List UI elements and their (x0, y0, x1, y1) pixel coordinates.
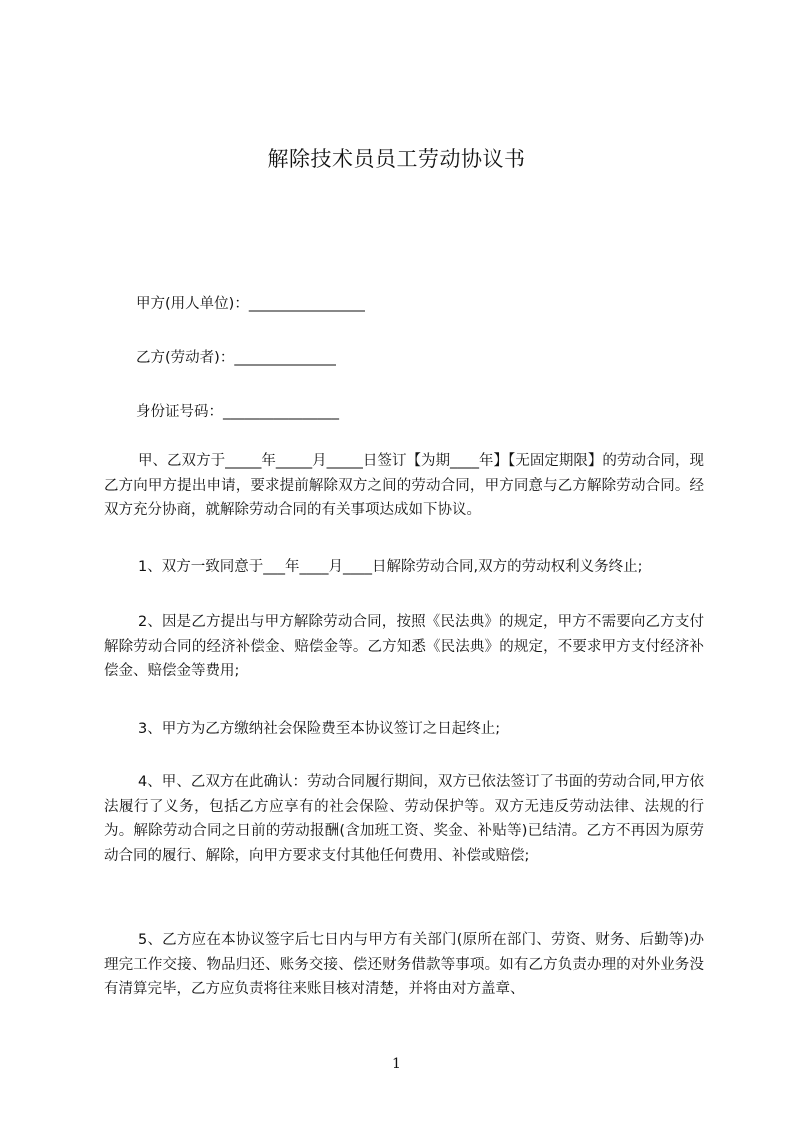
page-number: 1 (392, 1056, 401, 1072)
clause-2-text: 2、因是乙方提出与甲方解除劳动合同，按照《民法典》的规定，甲方不需要向乙方支付解除劳动合同的经济补偿金、赔偿金等。乙方知悉《民法典》的规定，不要求甲方支付经济补偿金、赔偿金等费用; (104, 614, 704, 679)
party-a-field: 甲方(用人单位)：________________ (136, 296, 365, 312)
document-title: 解除技术员员工劳动协议书 (267, 147, 526, 171)
clause-4-text: 4、甲、乙双方在此确认：劳动合同履行期间，双方已依法签订了书面的劳动合同,甲方依法履行了义务，包括乙方应享有的社会保险、劳动保护等。双方无违反劳动法律、法规的行为。解除劳动合同之日前的劳动报酬(含加班工资、奖金、补贴等)已结清。乙方不再因为原劳动合同的履行、解除，向甲方要求支付其他任何费用、补偿或赔偿; (104, 774, 704, 864)
clause-2 (104, 610, 704, 684)
clause-4 (104, 770, 704, 868)
preamble-paragraph (104, 449, 704, 523)
clause-5 (104, 928, 704, 1002)
party-b-field: 乙方(劳动者)：______________ (136, 350, 336, 366)
clause-5-text: 5、乙方应在本协议签字后七日内与甲方有关部门(原所在部门、劳资、财务、后勤等)办理完工作交接、物品归还、账务交接、偿还财务借款等事项。如有乙方负责办理的对外业务没有清算完毕，乙方应负责将往来账目核对清楚，并将由对方盖章、 (104, 932, 704, 997)
clause-1 (104, 555, 704, 580)
id-number-field: 身份证号码：________________ (136, 404, 339, 420)
clause-1-text: 1、双方一致同意于___年____月____日解除劳动合同,双方的劳动权利义务终止; (138, 559, 643, 575)
preamble-text: 甲、乙双方于_____年_____月_____日签订【为期____年】【无固定期限】的劳动合同，现乙方向甲方提出申请，要求提前解除双方之间的劳动合同，甲方同意与乙方解除劳动合同。经双方充分协商，就解除劳动合同的有关事项达成如下协议。 (104, 453, 704, 518)
clause-3 (104, 717, 704, 742)
clause-3-text: 3、甲方为乙方缴纳社会保险费至本协议签订之日起终止; (138, 721, 501, 737)
